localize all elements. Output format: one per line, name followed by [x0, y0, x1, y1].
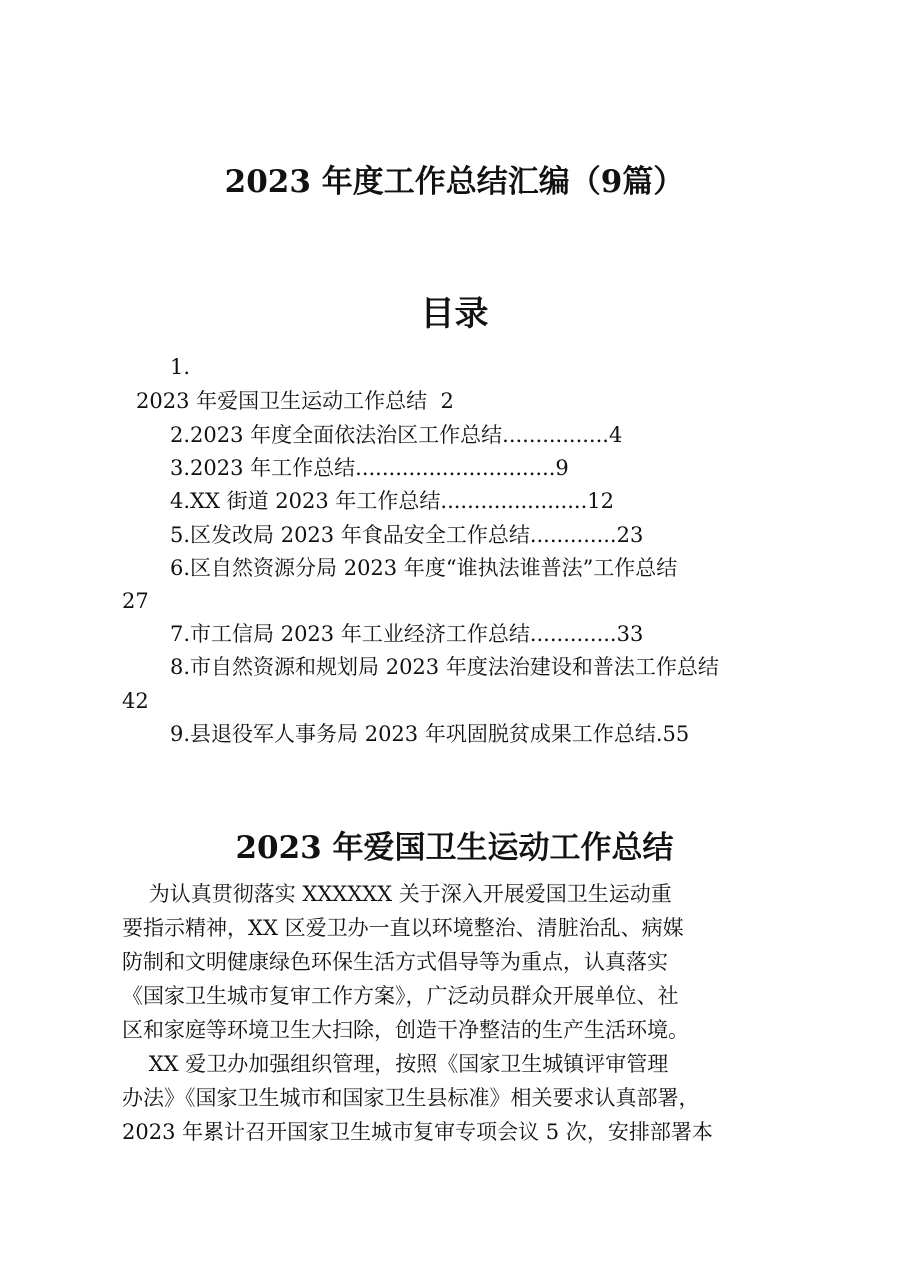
document-title: 2023 年度工作总结汇编（9篇） — [224, 164, 685, 200]
body-line: 防制和文明健康绿色环保生活方式倡导等为重点，认真落实 — [122, 950, 668, 974]
body-line: 要指示精神，XX 区爱卫办一直以环境整治、清脏治乱、病媒 — [122, 916, 684, 940]
toc-entry-7[interactable]: 7.市工信局 2023 年工业经济工作总结.............33 — [170, 622, 644, 646]
toc-entry-1-number[interactable]: 1. — [170, 355, 191, 379]
toc-entry-8[interactable]: 8.市自然资源和规划局 2023 年度法治建设和普法工作总结 — [170, 655, 719, 679]
body-line: 区和家庭等环境卫生大扫除，创造干净整洁的生产生活环境。 — [122, 1018, 689, 1042]
toc-entry-6-page[interactable]: 27 — [122, 589, 149, 613]
body-line: XX 爱卫办加强组织管理，按照《国家卫生城镇评审管理 — [122, 1052, 669, 1076]
toc-heading: 目录 — [420, 294, 489, 334]
article-title: 2023 年爱国卫生运动工作总结 — [235, 830, 674, 866]
toc-entry-1[interactable]: 2023 年爱国卫生运动工作总结 2 — [136, 389, 454, 413]
toc-entry-2[interactable]: 2.2023 年度全面依法治区工作总结................4 — [170, 423, 623, 447]
toc-entry-9[interactable]: 9.县退役军人事务局 2023 年巩固脱贫成果工作总结.55 — [170, 722, 690, 746]
toc-entry-3[interactable]: 3.2023 年工作总结..............................9 — [170, 456, 569, 480]
toc-entry-5[interactable]: 5.区发改局 2023 年食品安全工作总结.............23 — [170, 523, 644, 547]
toc-entry-6[interactable]: 6.区自然资源分局 2023 年度“谁执法谁普法”工作总结 — [170, 556, 678, 580]
toc-entry-4[interactable]: 4.XX 街道 2023 年工作总结......................12 — [170, 489, 614, 513]
body-line: 办法》《国家卫生城市和国家卫生县标准》相关要求认真部署， — [122, 1086, 700, 1110]
body-line: 2023 年累计召开国家卫生城市复审专项会议 5 次，安排部署本 — [122, 1120, 713, 1144]
toc-entry-8-page[interactable]: 42 — [122, 689, 149, 713]
body-line: 为认真贯彻落实 XXXXXX 关于深入开展爱国卫生运动重 — [122, 882, 672, 906]
body-line: 《国家卫生城市复审工作方案》，广泛动员群众开展单位、社 — [122, 984, 679, 1008]
